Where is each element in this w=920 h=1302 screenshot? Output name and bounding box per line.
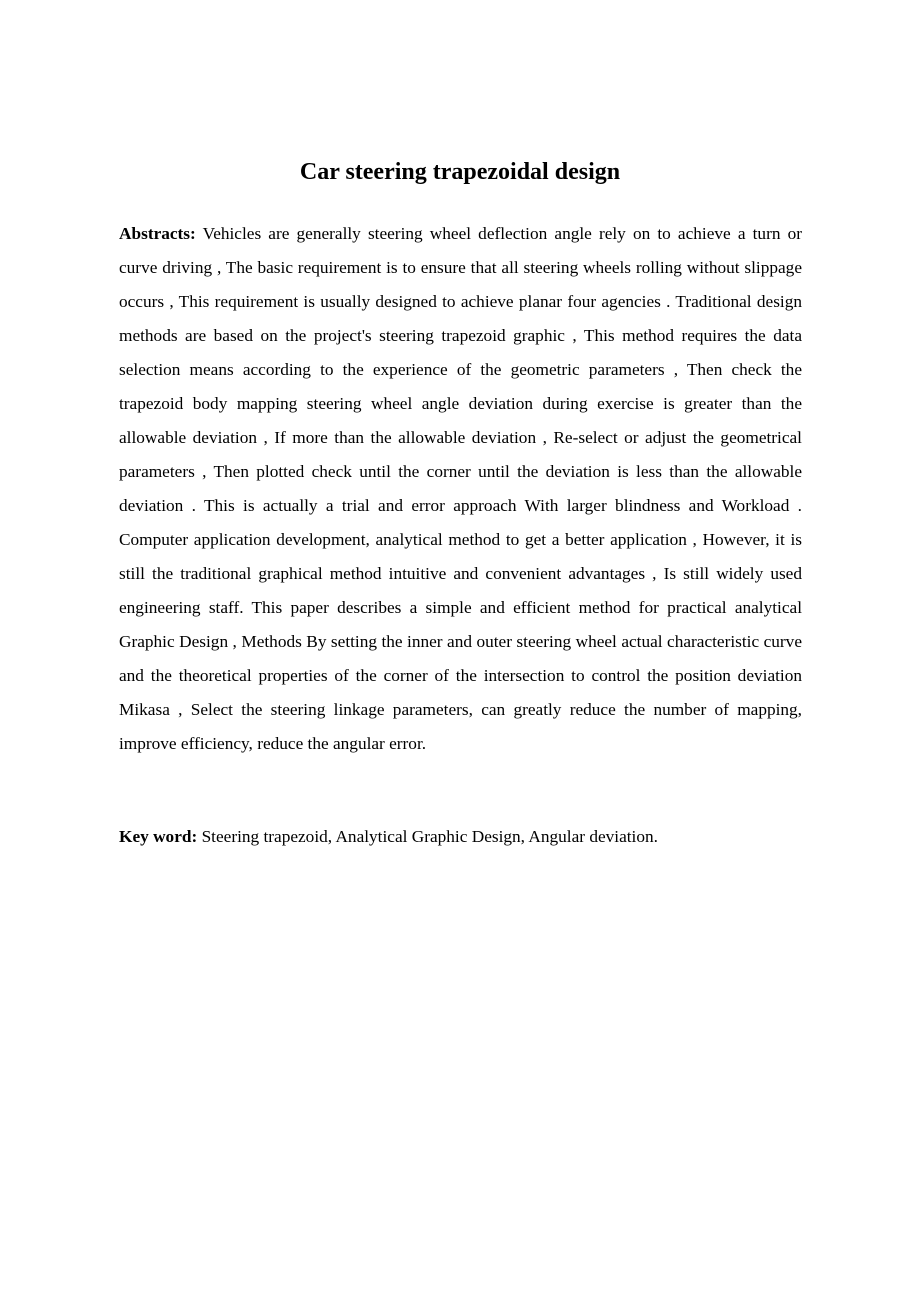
keywords-paragraph: [119, 820, 802, 854]
abstract-label: Abstracts:: [119, 224, 196, 243]
abstract-paragraph: [119, 217, 802, 761]
keywords-text: Steering trapezoid, Analytical Graphic Design, Angular deviation.: [201, 827, 658, 846]
keywords-label: Key word:: [119, 827, 198, 846]
abstract-text: Vehicles are generally steering wheel deflection angle rely on to achieve a turn or curve driving , The basic requirement is to ensure that all steering wheels rolling without slippage occurs , This requirement is usually designed to achieve planar four agencies . Traditional design methods are based on the project's steering trapezoid graphic , This method requires the data selection means according to the experience of the geometric parameters , Then check the trapezoid body mapping steering wheel angle deviation during exercise is greater than the allowable deviation , If more than the allowable deviation , Re-select or adjust the geometrical parameters , Then plotted check until the corner until the deviation is less than the allowable deviation . This is actually a trial and error approach With larger blindness and Workload . Computer application development, analytical method to get a better application , However, it is still the traditional graphical method intuitive and convenient advantages , Is still widely used engineering staff. This paper describes a simple and efficient method for practical analytical Graphic Design , Methods By setting the inner and outer steering wheel actual characteristic curve and the theoretical properties of the corner of the intersection to control the position deviation Mikasa , Select the steering linkage parameters, can greatly reduce the number of mapping, improve efficiency, reduce the angular error.: [119, 224, 802, 753]
document-title: Car steering trapezoidal design: [299, 159, 621, 185]
